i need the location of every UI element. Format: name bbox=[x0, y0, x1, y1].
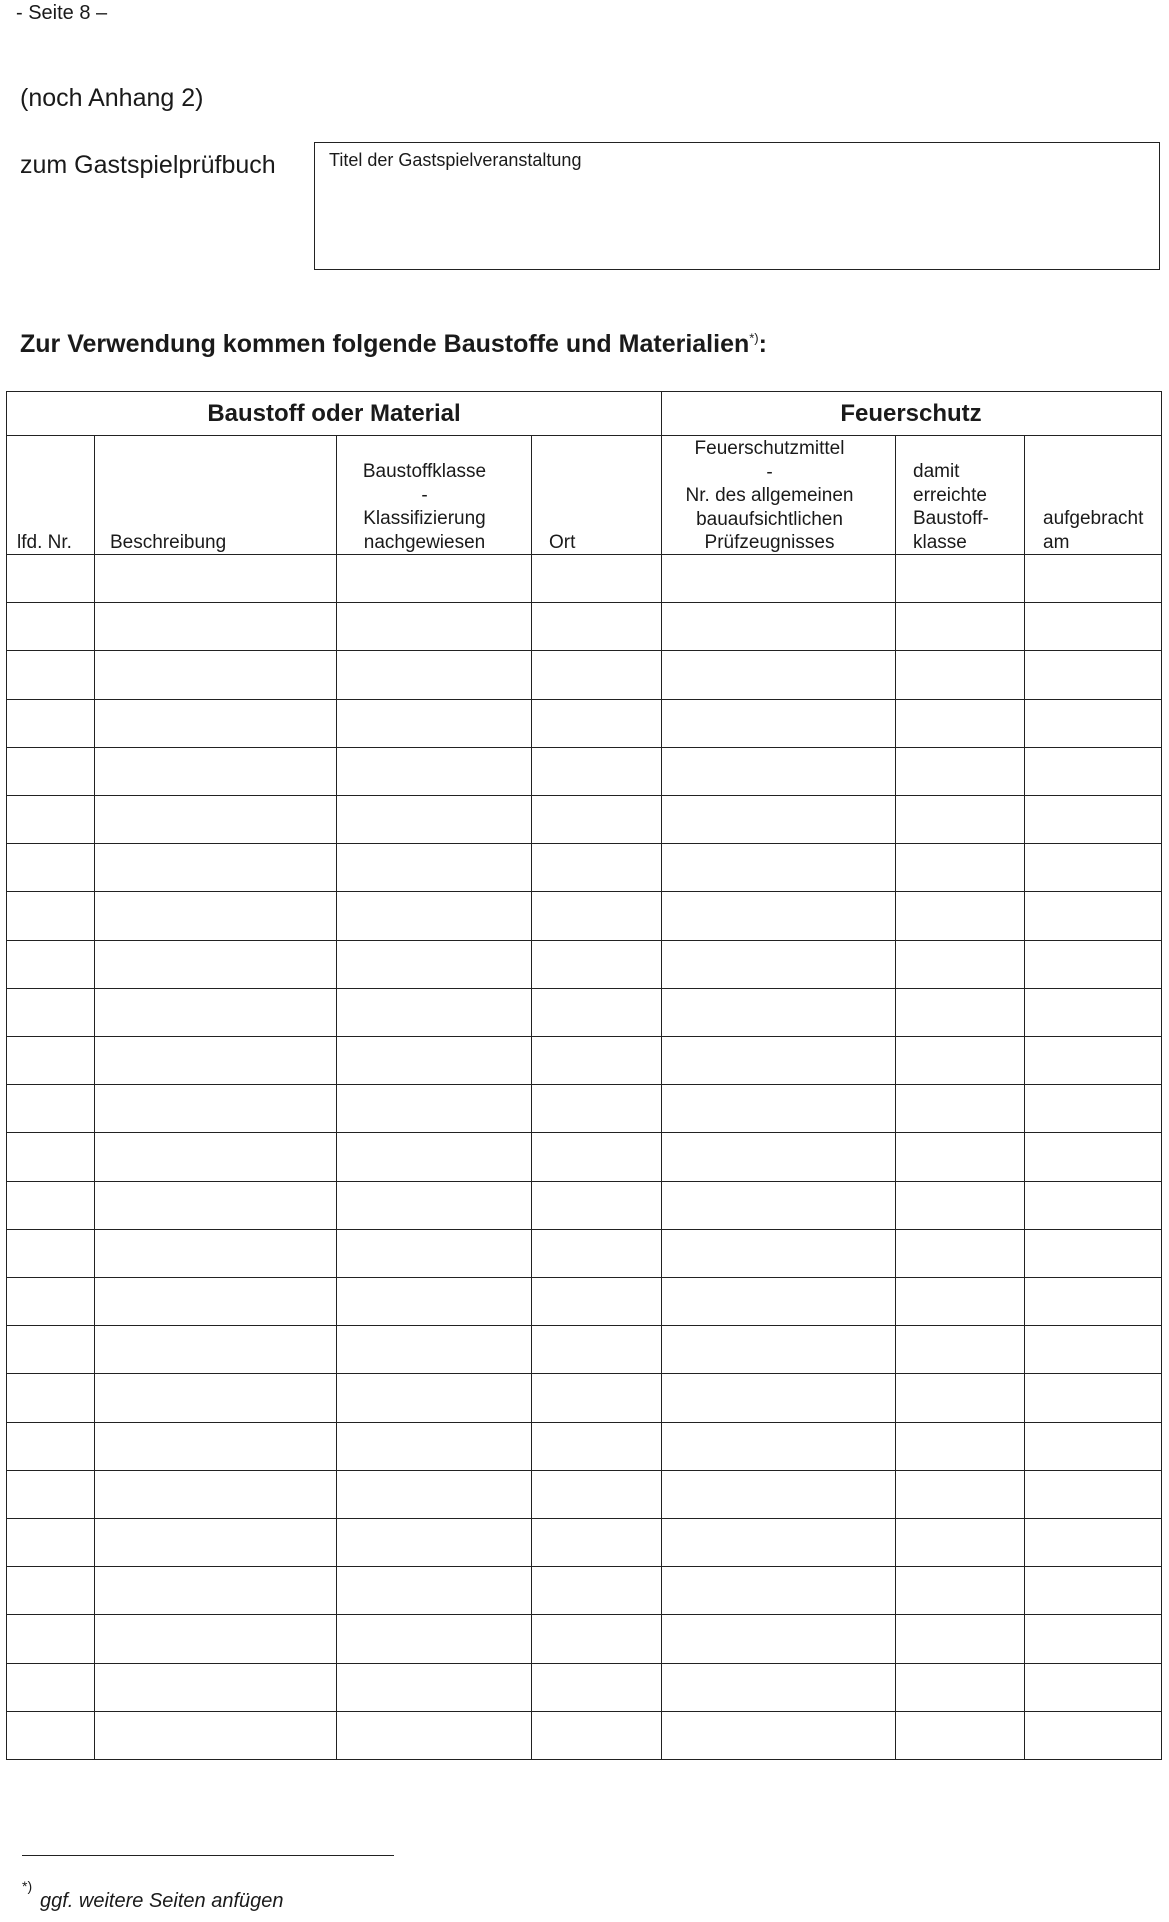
column-header-location bbox=[549, 531, 575, 555]
table-row[interactable] bbox=[7, 891, 1161, 939]
fire-retardant-line: bauaufsichtlichen bbox=[696, 508, 843, 530]
row-rule bbox=[7, 1373, 1161, 1374]
column-header-description-text: Beschreibung bbox=[110, 532, 227, 553]
row-rule bbox=[7, 1711, 1161, 1712]
row-rule bbox=[7, 650, 1161, 651]
column-header-achieved-class bbox=[913, 460, 989, 554]
section-heading bbox=[20, 330, 767, 359]
row-rule bbox=[7, 891, 1161, 892]
table-row[interactable] bbox=[7, 1036, 1161, 1084]
table-row[interactable] bbox=[7, 1229, 1161, 1277]
table-row[interactable] bbox=[7, 843, 1161, 891]
column-header-location-text: Ort bbox=[549, 532, 576, 553]
section-heading-colon: : bbox=[758, 330, 767, 358]
column-header-number-text: lfd. Nr. bbox=[17, 532, 72, 553]
row-rule bbox=[7, 1470, 1161, 1471]
column-header-description bbox=[110, 531, 226, 555]
row-rule bbox=[7, 1325, 1161, 1326]
footnote-reference: *) bbox=[749, 330, 759, 346]
column-header-material-class bbox=[346, 460, 503, 554]
fire-retardant-line: Feuerschutzmittel bbox=[694, 438, 845, 459]
row-rule bbox=[7, 940, 1161, 941]
footnote-rule bbox=[22, 1855, 394, 1856]
column-header-applied-on bbox=[1043, 507, 1143, 554]
table-row[interactable] bbox=[7, 1422, 1161, 1470]
row-rule bbox=[7, 1132, 1161, 1133]
applied-on-line: am bbox=[1043, 531, 1070, 553]
row-rule bbox=[7, 602, 1161, 603]
table-row[interactable] bbox=[7, 1566, 1161, 1614]
footnote-text: ggf. weitere Seiten anfügen bbox=[40, 1890, 284, 1912]
row-rule bbox=[7, 843, 1161, 844]
group-header-rule bbox=[7, 435, 1161, 436]
table-row[interactable] bbox=[7, 795, 1161, 843]
achieved-class-line: Baustoff- bbox=[913, 508, 989, 529]
applied-on-line: aufgebracht bbox=[1043, 508, 1144, 529]
page-number: - Seite 8 – bbox=[16, 2, 108, 24]
row-rule bbox=[7, 1422, 1161, 1423]
row-rule bbox=[7, 747, 1161, 748]
book-label: zum Gastspielprüfbuch bbox=[20, 151, 276, 179]
table-row[interactable] bbox=[7, 1614, 1161, 1662]
table-row[interactable] bbox=[7, 1711, 1161, 1759]
material-class-line: - bbox=[421, 484, 428, 506]
group-header-material: Baustoff oder Material bbox=[207, 400, 461, 427]
fire-retardant-line: Prüfzeugnisses bbox=[704, 532, 835, 553]
row-rule bbox=[7, 1663, 1161, 1664]
table-row[interactable] bbox=[7, 1325, 1161, 1373]
fire-retardant-line: Nr. des allgemeinen bbox=[685, 485, 854, 506]
material-class-line: Klassifizierung bbox=[363, 508, 486, 529]
row-rule bbox=[7, 795, 1161, 796]
materials-table bbox=[6, 391, 1162, 1760]
row-rule bbox=[7, 1277, 1161, 1278]
achieved-class-line: klasse bbox=[913, 531, 967, 553]
table-row[interactable] bbox=[7, 1518, 1161, 1566]
table-row[interactable] bbox=[7, 602, 1161, 650]
group-header-fire-protection: Feuerschutz bbox=[840, 400, 982, 427]
row-rule bbox=[7, 1181, 1161, 1182]
footnote-marker: *) bbox=[22, 1878, 33, 1894]
table-row[interactable] bbox=[7, 988, 1161, 1036]
material-class-line: nachgewiesen bbox=[363, 531, 486, 553]
table-row[interactable] bbox=[7, 1181, 1161, 1229]
table-row[interactable] bbox=[7, 1132, 1161, 1180]
table-row[interactable] bbox=[7, 1277, 1161, 1325]
table-row[interactable] bbox=[7, 1470, 1161, 1518]
row-rule bbox=[7, 988, 1161, 989]
row-rule bbox=[7, 1229, 1161, 1230]
row-rule bbox=[7, 1614, 1161, 1615]
event-title-field[interactable] bbox=[314, 142, 1160, 270]
section-heading-text: Zur Verwendung kommen folgende Baustoffe und Materialien bbox=[20, 330, 750, 358]
column-header-number bbox=[17, 531, 72, 555]
table-row[interactable] bbox=[7, 1373, 1161, 1421]
table-row[interactable] bbox=[7, 650, 1161, 698]
table-row[interactable] bbox=[7, 747, 1161, 795]
column-header-fire-retardant bbox=[671, 437, 868, 555]
annex-note: (noch Anhang 2) bbox=[20, 84, 204, 112]
achieved-class-line: erreichte bbox=[913, 484, 987, 506]
fire-retardant-line: - bbox=[766, 461, 773, 483]
row-rule bbox=[7, 1566, 1161, 1567]
table-row[interactable] bbox=[7, 940, 1161, 988]
table-row[interactable] bbox=[7, 1084, 1161, 1132]
event-title-label: Titel der Gastspielveranstaltung bbox=[329, 150, 582, 170]
table-row[interactable] bbox=[7, 554, 1161, 602]
material-class-line: Baustoffklasse bbox=[362, 461, 487, 482]
row-rule bbox=[7, 1084, 1161, 1085]
table-row[interactable] bbox=[7, 1663, 1161, 1711]
table-row[interactable] bbox=[7, 699, 1161, 747]
row-rule bbox=[7, 1036, 1161, 1037]
row-rule bbox=[7, 699, 1161, 700]
row-rule bbox=[7, 1518, 1161, 1519]
achieved-class-line: damit bbox=[913, 461, 960, 482]
